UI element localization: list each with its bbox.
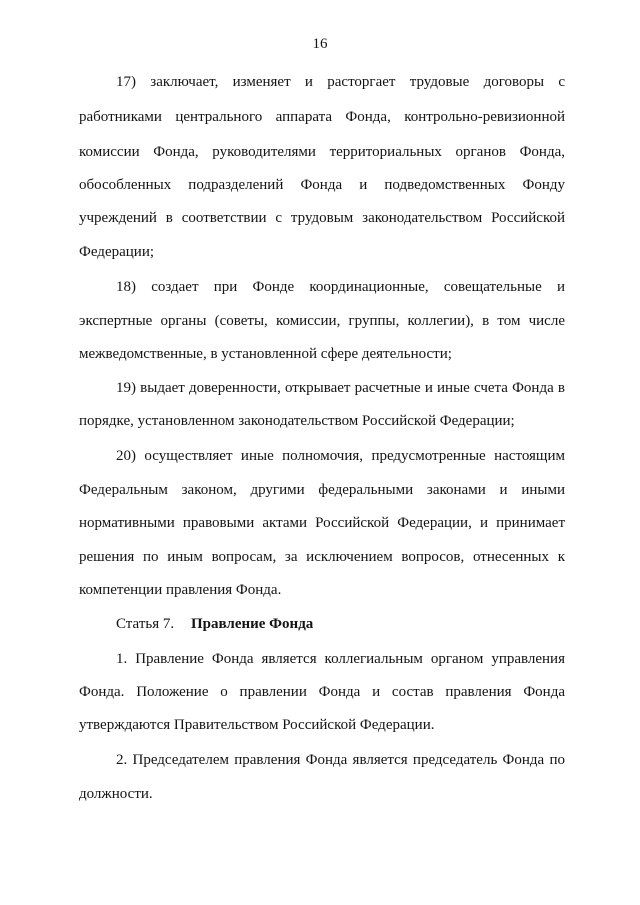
text-line: нормативными правовыми актами Российской Федерации, и принимает: [79, 515, 565, 531]
article-number: Статья 7.: [116, 616, 175, 632]
text-line: 1. Правление Фонда является коллегиальным органом управления: [116, 651, 565, 667]
text-line: обособленных подразделений Фонда и подведомственных Фонду: [79, 177, 565, 193]
article-title: Правление Фонда: [191, 616, 314, 632]
text-line: 17) заключает, изменяет и расторгает трудовые договоры с: [116, 74, 565, 90]
text-line: должности.: [79, 786, 153, 802]
page-number: 16: [312, 36, 328, 52]
text-line: 2. Председателем правления Фонда является председатель Фонда по: [116, 752, 565, 768]
text-line: порядке, установленном законодательством Российской Федерации;: [79, 413, 515, 429]
text-line: 19) выдает доверенности, открывает расчетные и иные счета Фонда в: [116, 380, 565, 396]
text-line: Федеральным законом, другими федеральными законами и иными: [79, 482, 565, 498]
text-line: компетенции правления Фонда.: [79, 582, 282, 598]
text-line: Федерации;: [79, 244, 155, 260]
text-line: комиссии Фонда, руководителями территориальных органов Фонда,: [79, 144, 565, 160]
text-line: 18) создает при Фонде координационные, совещательные и: [116, 279, 565, 295]
text-line: работниками центрального аппарата Фонда, контрольно-ревизионной: [79, 109, 565, 125]
text-line: решения по иным вопросам, за исключением вопросов, отнесенных к: [79, 549, 565, 565]
text-line: Фонда. Положение о правлении Фонда и состав правления Фонда: [79, 684, 565, 700]
article-heading: [116, 614, 565, 634]
text-line: учреждений в соответствии с трудовым законодательством Российской: [79, 210, 565, 226]
text-line: утверждаются Правительством Российской Федерации.: [79, 717, 435, 733]
text-line: экспертные органы (советы, комиссии, группы, коллегии), в том числе: [79, 313, 565, 329]
text-line: 20) осуществляет иные полномочия, предусмотренные настоящим: [116, 448, 565, 464]
text-line: межведомственные, в установленной сфере деятельности;: [79, 346, 452, 362]
